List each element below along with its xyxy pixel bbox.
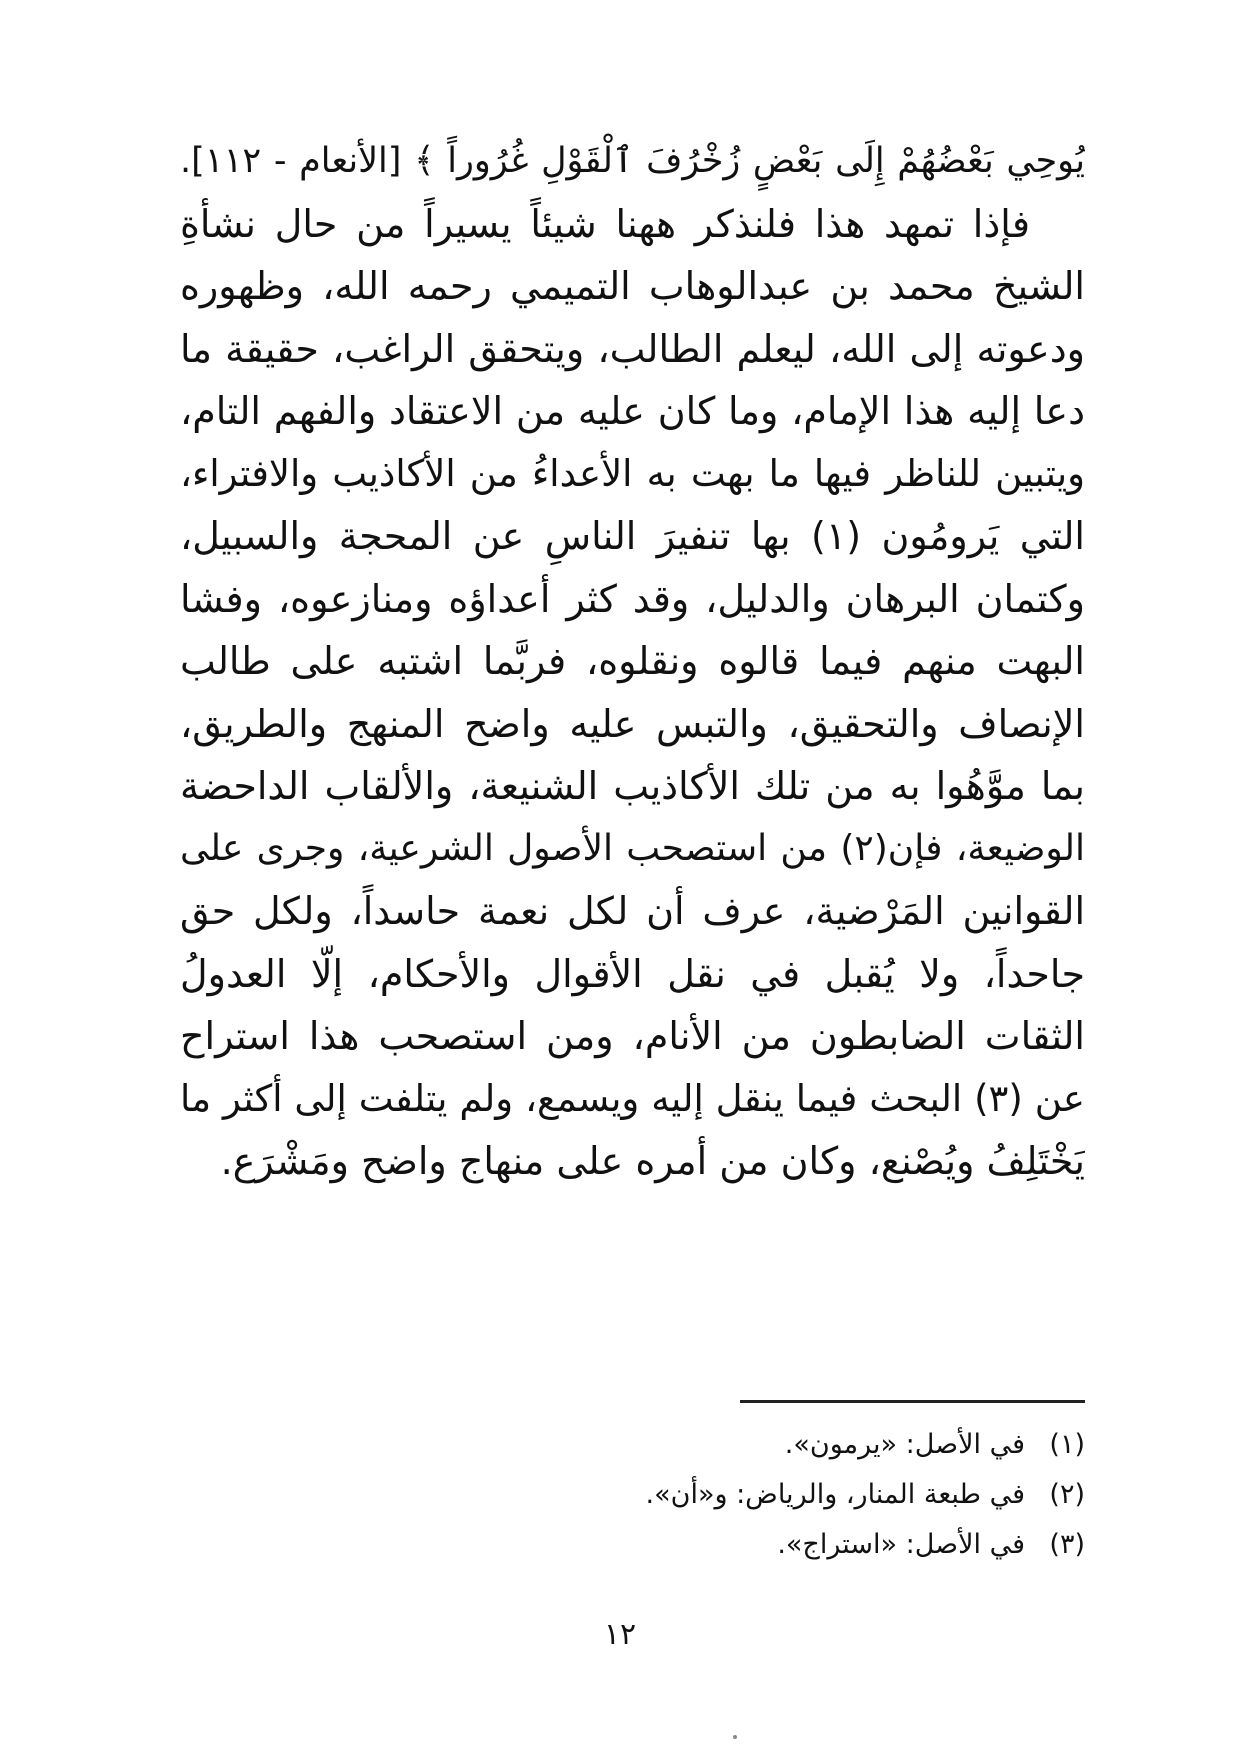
- text-line: البهت منهم فيما قالوه ونقلوه، فربَّما اشتبه على طالب: [180, 639, 1085, 683]
- text-line: يَخْتَلِفُ ويُصْنع، وكان من أمره على منهاج واضح ومَشْرَع.: [220, 1139, 1085, 1183]
- footnote: [180, 1520, 1085, 1570]
- text-line: دعا إليه هذا الإمام، وما كان عليه من الاعتقاد والفهم التام،: [180, 389, 1085, 433]
- main-text: [180, 130, 1085, 1193]
- text-line: يُوحِي بَعْضُهُمْ إِلَى بَعْضٍ زُخْرُفَ ٱلْقَوْلِ غُرُوراً ﴾ [الأنعام - ١١٢].: [180, 141, 1085, 181]
- page-number: ١٢: [603, 1617, 637, 1652]
- text-line: ويتبين للناظر فيها ما بهت به الأعداءُ من الأكاذيب والافتراء،: [180, 451, 1085, 495]
- scan-speck: [733, 1735, 737, 1739]
- footnotes: [180, 1420, 1085, 1570]
- footnote-text: في الأصل: «يرمون».: [784, 1429, 1025, 1460]
- text-line: ودعوته إلى الله، ليعلم الطالب، ويتحقق الراغب، حقيقة ما: [180, 326, 1085, 371]
- text-line: بما موَّهُوا به من تلك الأكاذيب الشنيعة، والألقاب الداحضة: [180, 764, 1085, 808]
- text-line: التي يَرومُون (١) بها تنفيرَ الناسِ عن المحجة والسبيل،: [180, 514, 1085, 558]
- footnote-separator: [740, 1400, 1085, 1403]
- footnote: [180, 1420, 1085, 1470]
- text-line: الإنصاف والتحقيق، والتبس عليه واضح المنهج والطريق،: [180, 701, 1085, 746]
- footnote-text: في الأصل: «استراج».: [777, 1529, 1025, 1560]
- text-line: الوضيعة، فإن(٢) من استصحب الأصول الشرعية، وجرى على: [180, 827, 1085, 869]
- footnote-number: (١): [1049, 1429, 1085, 1460]
- text-line: القوانين المَرْضية، عرف أن لكل نعمة حاسداً، ولكل حق: [180, 889, 1085, 933]
- text-line: وكتمان البرهان والدليل، وقد كثر أعداؤه ومنازعوه، وفشا: [180, 576, 1085, 621]
- text-line: عن (٣) البحث فيما ينقل إليه ويسمع، ولم يتلفت إلى أكثر ما: [180, 1076, 1085, 1120]
- footnote: [180, 1470, 1085, 1520]
- footnote-text: في طبعة المنار، والرياض: و«أن».: [645, 1479, 1025, 1510]
- text-line: الثقات الضابطون من الأنام، ومن استصحب هذا استراح: [180, 1014, 1085, 1058]
- footnote-number: (٣): [1049, 1529, 1085, 1560]
- text-line: جاحداً، ولا يُقبل في نقل الأقوال والأحكام، إلّا العدولُ: [180, 951, 1085, 996]
- text-line: الشيخ محمد بن عبدالوهاب التميمي رحمه الله، وظهوره: [180, 264, 1085, 308]
- footnote-number: (٢): [1049, 1479, 1085, 1510]
- text-line: فإذا تمهد هذا فلنذكر ههنا شيئاً يسيراً من حال نشأةِ: [180, 201, 1030, 246]
